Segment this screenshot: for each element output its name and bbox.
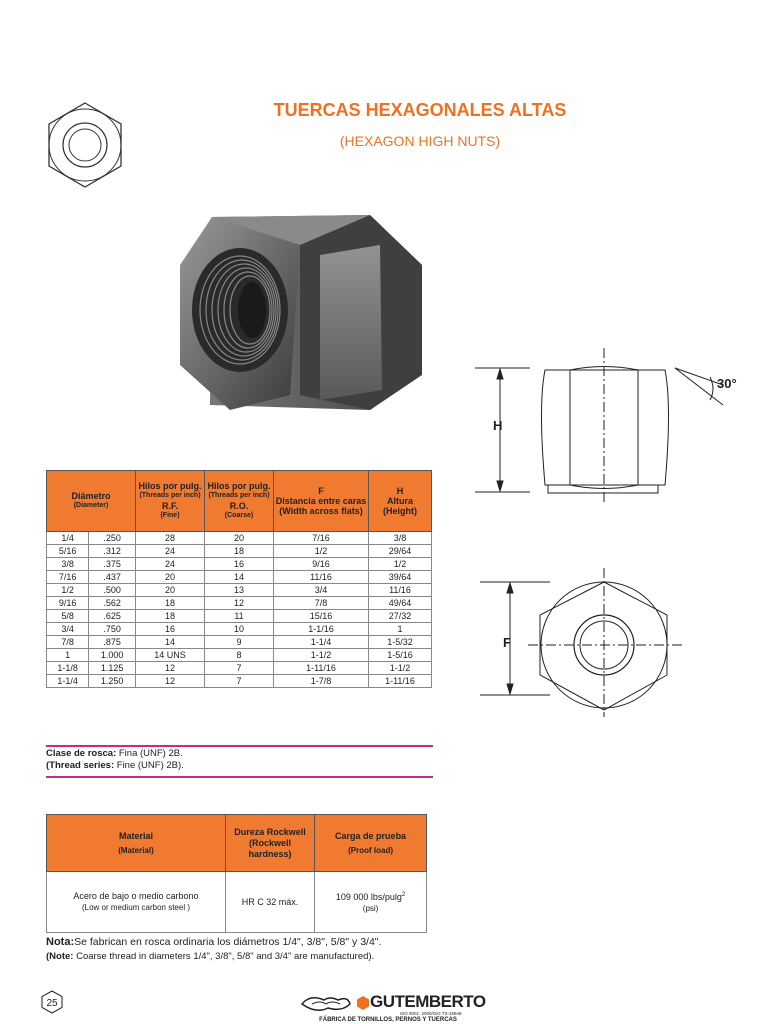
page-title: TUERCAS HEXAGONALES ALTAS — [273, 100, 567, 120]
table-cell: .562 — [89, 597, 136, 610]
table-cell: 1-5/16 — [369, 649, 432, 662]
table-cell: 7 — [205, 675, 274, 688]
table-row — [47, 636, 432, 649]
table-cell: 18 — [136, 610, 205, 623]
table-cell: .625 — [89, 610, 136, 623]
col-material: Material (Material) — [47, 815, 226, 872]
col-rf: Hilos por pulg. (Threads per inch) R.F. (Fine) — [136, 471, 205, 532]
table-cell: .437 — [89, 571, 136, 584]
col-diameter: Diámetro (Diameter) — [47, 471, 136, 532]
table-cell: 24 — [136, 558, 205, 571]
table-cell: 1-11/16 — [369, 675, 432, 688]
table-cell: .250 — [89, 532, 136, 545]
table-cell: 9/16 — [47, 597, 89, 610]
table-row — [47, 675, 432, 688]
table-cell: 1.250 — [89, 675, 136, 688]
material-table — [46, 814, 427, 933]
table-cell: 3/4 — [274, 584, 369, 597]
table-row — [47, 571, 432, 584]
table-cell: 14 — [136, 636, 205, 649]
table-cell: 16 — [136, 623, 205, 636]
table-cell: 11/16 — [369, 584, 432, 597]
table-cell: 18 — [136, 597, 205, 610]
table-cell: 3/8 — [369, 532, 432, 545]
thread-series: Clase de rosca: Fina (UNF) 2B. (Thread series: Fine (UNF) 2B). — [46, 748, 184, 771]
page-number: 25 — [46, 998, 58, 1009]
table-cell: 16 — [205, 558, 274, 571]
table-cell: 1/2 — [274, 545, 369, 558]
table-row — [47, 584, 432, 597]
table-cell: 1-1/2 — [274, 649, 369, 662]
table-cell: 20 — [136, 571, 205, 584]
table-cell: 1/4 — [47, 532, 89, 545]
certification-text: ISO 9001: 2000/ISO TS-16949 — [400, 1011, 462, 1016]
hardness-cell: HR C 32 máx. — [225, 872, 314, 933]
spec-table — [46, 470, 432, 688]
table-cell: 12 — [205, 597, 274, 610]
table-cell: 11 — [205, 610, 274, 623]
table-cell: 1 — [369, 623, 432, 636]
table-row — [47, 545, 432, 558]
table-row — [47, 662, 432, 675]
table-cell: 29/64 — [369, 545, 432, 558]
table-cell: 1-1/8 — [47, 662, 89, 675]
proof-load-cell: 109 000 lbs/pulg$^2$ (psi) — [315, 872, 427, 933]
table-cell: 1/2 — [369, 558, 432, 571]
table-cell: 7/16 — [274, 532, 369, 545]
note-es: Nota:Se fabrican en rosca ordinaria los diámetros 1/4", 3/8", 5/8" y 3/4". — [46, 936, 382, 948]
table-cell: 9 — [205, 636, 274, 649]
table-cell: 8 — [205, 649, 274, 662]
dimension-f-label: F — [503, 635, 511, 650]
col-f: F Distancia entre caras (Width across flats) — [274, 471, 369, 532]
table-cell: 7 — [205, 662, 274, 675]
table-cell: 5/16 — [47, 545, 89, 558]
table-cell: 7/8 — [47, 636, 89, 649]
table-cell: 1-1/16 — [274, 623, 369, 636]
divider — [46, 745, 433, 747]
hands-emblem-icon — [300, 992, 352, 1014]
table-cell: 49/64 — [369, 597, 432, 610]
table-cell: 14 UNS — [136, 649, 205, 662]
table-cell: 1-11/16 — [274, 662, 369, 675]
hex-nut-top-view-icon — [40, 100, 130, 190]
table-row — [47, 649, 432, 662]
table-cell: .875 — [89, 636, 136, 649]
table-row — [47, 610, 432, 623]
table-cell: 18 — [205, 545, 274, 558]
table-cell: .750 — [89, 623, 136, 636]
table-cell: 1 — [47, 649, 89, 662]
top-view-drawing — [470, 565, 710, 720]
table-cell: 5/8 — [47, 610, 89, 623]
note-en: (Note: Coarse thread in diameters 1/4", 3/8", 5/8" and 3/4" are manufactured). — [46, 951, 375, 962]
table-cell: 1.125 — [89, 662, 136, 675]
table-row — [47, 623, 432, 636]
table-cell: 11/16 — [274, 571, 369, 584]
table-cell: 15/16 — [274, 610, 369, 623]
table-row — [47, 558, 432, 571]
col-h: H Altura (Height) — [369, 471, 432, 532]
page-subtitle: (HEXAGON HIGH NUTS) — [339, 133, 501, 149]
table-cell: 12 — [136, 675, 205, 688]
table-cell: 20 — [205, 532, 274, 545]
table-cell: 1.000 — [89, 649, 136, 662]
table-cell: 27/32 — [369, 610, 432, 623]
brand-name: GUTEMBERTO — [370, 992, 486, 1011]
table-cell: 10 — [205, 623, 274, 636]
side-view-drawing — [470, 345, 760, 505]
divider — [46, 776, 433, 778]
brand-logo — [300, 988, 486, 1024]
tagline: FÁBRICA DE TORNILLOS, PERNOS Y TUERCAS — [319, 1017, 457, 1023]
table-cell: 3/4 — [47, 623, 89, 636]
table-cell: .375 — [89, 558, 136, 571]
hex-nut-photo — [160, 205, 430, 420]
table-row — [47, 532, 432, 545]
table-cell: 1-1/4 — [47, 675, 89, 688]
table-row — [47, 597, 432, 610]
table-cell: 24 — [136, 545, 205, 558]
table-cell: 28 — [136, 532, 205, 545]
table-cell: 14 — [205, 571, 274, 584]
table-cell: 12 — [136, 662, 205, 675]
table-cell: 9/16 — [274, 558, 369, 571]
table-cell: 1-7/8 — [274, 675, 369, 688]
table-cell: 20 — [136, 584, 205, 597]
table-cell: .312 — [89, 545, 136, 558]
table-cell: 7/16 — [47, 571, 89, 584]
dimension-h-label: H — [493, 418, 503, 433]
table-cell: 1-1/4 — [274, 636, 369, 649]
table-cell: 3/8 — [47, 558, 89, 571]
col-hardness: Dureza Rockwell (Rockwell hardness) — [225, 815, 314, 872]
page-number-badge — [40, 990, 64, 1014]
table-cell: 1-5/32 — [369, 636, 432, 649]
material-cell: Acero de bajo o medio carbono (Low or medium carbon steel ) — [47, 872, 226, 933]
table-cell: 13 — [205, 584, 274, 597]
hex-logo-icon — [356, 995, 370, 1011]
table-cell: 39/64 — [369, 571, 432, 584]
angle-label: 30° — [717, 376, 737, 391]
table-cell: 1-1/2 — [369, 662, 432, 675]
table-cell: .500 — [89, 584, 136, 597]
table-cell: 1/2 — [47, 584, 89, 597]
table-cell: 7/8 — [274, 597, 369, 610]
col-proof-load: Carga de prueba (Proof load) — [315, 815, 427, 872]
col-ro: Hilos por pulg. (Threads per inch) R.O. (Coarse) — [205, 471, 274, 532]
